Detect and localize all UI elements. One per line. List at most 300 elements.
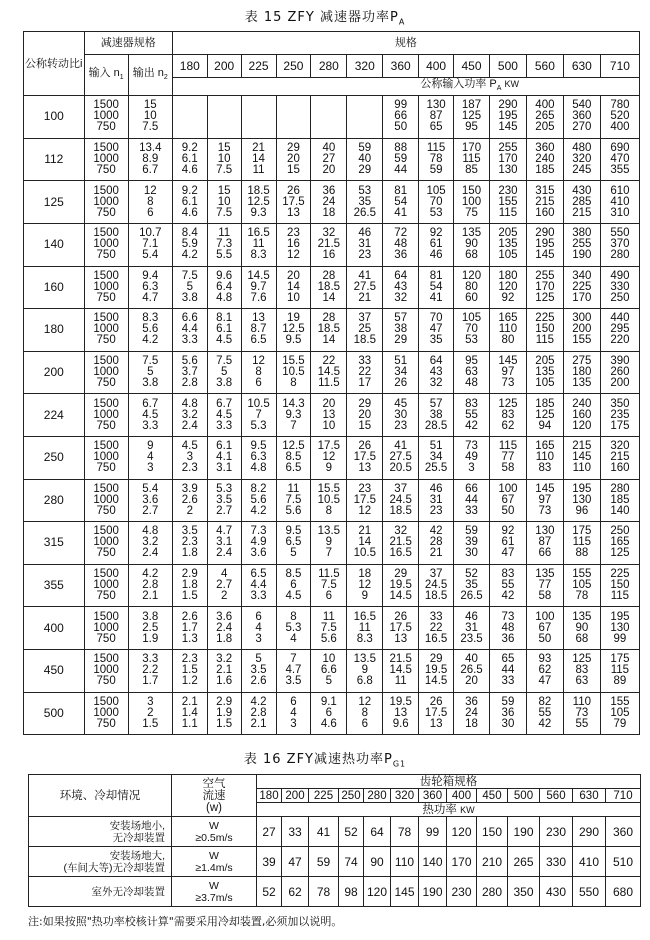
- header-output-speed: 输出 $n_2$: [128, 55, 172, 96]
- power-cell: 33 22 17: [347, 351, 383, 394]
- thermal-power-cell: 170: [447, 847, 477, 877]
- power-cell: 82 55 42: [526, 692, 563, 735]
- power-cell: 83 55 42: [454, 394, 490, 437]
- power-cell: 340 225 170: [563, 266, 600, 309]
- power-cell: 250 165 125: [600, 522, 639, 565]
- power-cell: 215 145 110: [563, 436, 600, 479]
- power-cell: 26 17.5 13: [419, 692, 454, 735]
- input-speed-cell: 1500 1000 750: [84, 607, 128, 650]
- power-cell: 66 44 33: [454, 479, 490, 522]
- table-row: [29, 817, 641, 847]
- header-ratio: 公称转动比i: [24, 32, 85, 96]
- power-cell: 135 77 58: [526, 564, 563, 607]
- thermal-power-cell: 230: [447, 877, 477, 907]
- input-speed-cell: 1500 1000 750: [84, 649, 128, 692]
- power-cell: 13.5 9 7: [311, 522, 347, 565]
- power-cell: 100 67 50: [489, 479, 526, 522]
- power-cell: 15 10 7.5: [207, 181, 241, 224]
- ratio-cell: 112: [24, 138, 85, 181]
- power-cell: 115 77 58: [489, 436, 526, 479]
- table-row: [29, 847, 641, 877]
- output-speed-cell: 6.7 4.5 3.3: [128, 394, 172, 437]
- power-cell: 185 125 94: [526, 394, 563, 437]
- thermal-power-cell: 41: [309, 817, 339, 847]
- power-cell: 315 215 160: [526, 181, 563, 224]
- header-env: 环境、冷却情况: [29, 775, 172, 817]
- power-cell: 105 70 53: [419, 181, 454, 224]
- size-header: 710: [600, 55, 639, 78]
- power-cell: 115 78 59: [419, 138, 454, 181]
- output-speed-cell: 4.2 2.8 2.1: [128, 564, 172, 607]
- gearbox-size-header: 225: [309, 789, 339, 803]
- power-cell: 205 135 105: [526, 351, 563, 394]
- gearbox-size-header: 320: [391, 789, 419, 803]
- gearbox-size-header: 500: [508, 789, 540, 803]
- power-cell: 165 110 83: [526, 436, 563, 479]
- size-header: 180: [172, 55, 207, 78]
- power-cell: 255 170 125: [526, 266, 563, 309]
- power-cell: 13 8.7 6.5: [241, 309, 276, 352]
- table-row: [24, 351, 640, 394]
- power-cell: 150 100 75: [454, 181, 490, 224]
- power-cell: 19 12.5 9.5: [276, 309, 311, 352]
- power-cell: 10 6.6 5: [311, 649, 347, 692]
- header-power: 公称输入功率 $P_A$ KW: [172, 78, 639, 96]
- power-cell: 2.1 1.4 1.1: [172, 692, 207, 735]
- power-cell: [347, 96, 383, 139]
- power-cell: 11.5 7.5 6: [311, 564, 347, 607]
- input-speed-cell: 1500 1000 750: [84, 223, 128, 266]
- thermal-power-cell: 52: [339, 817, 364, 847]
- power-cell: 170 115 85: [454, 138, 490, 181]
- power-cell: 36 24 18: [454, 692, 490, 735]
- thermal-power-cell: 62: [282, 877, 309, 907]
- power-cell: [207, 96, 241, 139]
- output-speed-cell: 15 10 7.5: [128, 96, 172, 139]
- thermal-power-cell: 290: [573, 817, 606, 847]
- power-cell: 18 12 9: [347, 564, 383, 607]
- power-cell: 130 87 66: [526, 522, 563, 565]
- power-cell: 440 295 220: [600, 309, 639, 352]
- size-header: 200: [207, 55, 241, 78]
- condition-cell: 安装场地大, (车间大等)无冷却装置: [29, 847, 172, 877]
- thermal-power-cell: 350: [508, 877, 540, 907]
- output-speed-cell: 3.3 2.2 1.7: [128, 649, 172, 692]
- power-cell: 21 14 10.5: [347, 522, 383, 565]
- power-cell: 9.1 6 4.6: [311, 692, 347, 735]
- power-cell: 10.5 7 5.3: [241, 394, 276, 437]
- power-cell: 12.5 8.5 6.5: [276, 436, 311, 479]
- power-cell: 145 97 73: [526, 479, 563, 522]
- thermal-power-cell: 280: [477, 877, 508, 907]
- output-speed-cell: 10.7 7.1 5.4: [128, 223, 172, 266]
- header-size: 规格: [172, 32, 639, 55]
- power-cell: 12 8 6: [241, 351, 276, 394]
- power-cell: [311, 96, 347, 139]
- ratio-cell: 280: [24, 479, 85, 522]
- air-speed-cell: W ≥3.7m/s: [172, 877, 257, 907]
- input-speed-cell: 1500 1000 750: [84, 266, 128, 309]
- power-cell: 81 54 41: [383, 181, 419, 224]
- power-cell: 11 7.5 5.6: [276, 479, 311, 522]
- power-cell: 7 4.7 3.5: [276, 649, 311, 692]
- power-cell: 46 31 23: [347, 223, 383, 266]
- power-cell: [172, 96, 207, 139]
- table-row: [24, 138, 640, 181]
- power-cell: 65 44 33: [489, 649, 526, 692]
- table-row: [24, 266, 640, 309]
- power-cell: 480 320 245: [563, 138, 600, 181]
- power-cell: 3.5 2.3 1.8: [172, 522, 207, 565]
- thermal-power-cell: 210: [477, 847, 508, 877]
- ratio-cell: 250: [24, 436, 85, 479]
- thermal-power-cell: 190: [419, 877, 447, 907]
- header-input-speed: 输入 $n_1$: [84, 55, 128, 96]
- power-cell: 8.2 5.6 4.2: [241, 479, 276, 522]
- ratio-cell: 500: [24, 692, 85, 735]
- gearbox-size-header: 560: [540, 789, 573, 803]
- output-speed-cell: 9 4 3: [128, 436, 172, 479]
- power-cell: 490 330 250: [600, 266, 639, 309]
- power-cell: 16.5 11 8.3: [241, 223, 276, 266]
- power-cell: 8.1 6.1 4.5: [207, 309, 241, 352]
- power-cell: 690 470 355: [600, 138, 639, 181]
- power-cell: 6.1 4.1 3.1: [207, 436, 241, 479]
- thermal-power-cell: 74: [339, 847, 364, 877]
- power-cell: 145 97 73: [489, 351, 526, 394]
- power-cell: 400 265 205: [526, 96, 563, 139]
- power-cell: 780 520 400: [600, 96, 639, 139]
- power-cell: 130 87 65: [419, 96, 454, 139]
- power-cell: 59 40 29: [347, 138, 383, 181]
- input-speed-cell: 1500 1000 750: [84, 564, 128, 607]
- power-cell: 300 200 155: [563, 309, 600, 352]
- input-speed-cell: 1500 1000 750: [84, 351, 128, 394]
- power-cell: 105 70 53: [454, 309, 490, 352]
- size-header: 225: [241, 55, 276, 78]
- ratio-cell: 100: [24, 96, 85, 139]
- power-cell: 8.5 6 4.5: [276, 564, 311, 607]
- thermal-power-cell: 145: [391, 877, 419, 907]
- power-cell: 29 19.5 14.5: [383, 564, 419, 607]
- power-cell: 9.2 6.1 4.6: [172, 138, 207, 181]
- power-cell: 93 62 47: [526, 649, 563, 692]
- power-cell: 195 130 99: [600, 607, 639, 650]
- power-cell: 6 4 3: [241, 607, 276, 650]
- thermal-power-cell: 410: [573, 847, 606, 877]
- header-thermal-power: 热功率 KW: [257, 803, 641, 817]
- power-cell: 11 7.5 5.6: [311, 607, 347, 650]
- power-cell: 92 61 47: [489, 522, 526, 565]
- air-speed-cell: W ≥1.4m/s: [172, 847, 257, 877]
- gearbox-size-header: 450: [477, 789, 508, 803]
- power-cell: 135 90 68: [454, 223, 490, 266]
- power-cell: 9.6 6.4 4.8: [207, 266, 241, 309]
- thermal-power-cell: 265: [508, 847, 540, 877]
- thermal-power-cell: 360: [606, 817, 641, 847]
- power-cell: 4.5 3 2.3: [172, 436, 207, 479]
- power-cell: 5 3.5 2.6: [241, 649, 276, 692]
- gearbox-size-header: 630: [573, 789, 606, 803]
- power-cell: 240 160 120: [563, 394, 600, 437]
- power-cell: 135 90 68: [563, 607, 600, 650]
- power-cell: 7.5 5 3.8: [172, 266, 207, 309]
- power-cell: 16.5 11 8.3: [347, 607, 383, 650]
- power-cell: 205 135 105: [489, 223, 526, 266]
- power-cell: 23 16 12: [276, 223, 311, 266]
- power-cell: 14.5 9.7 7.6: [241, 266, 276, 309]
- power-cell: 4.8 3.2 2.4: [172, 394, 207, 437]
- power-cell: 83 55 42: [489, 564, 526, 607]
- table-row: [24, 479, 640, 522]
- thermal-power-cell: 150: [477, 817, 508, 847]
- power-cell: 540 360 270: [563, 96, 600, 139]
- thermal-power-cell: 550: [573, 877, 606, 907]
- power-cell: 9.5 6.5 5: [276, 522, 311, 565]
- power-cell: 5.6 3.7 2.8: [172, 351, 207, 394]
- power-cell: 29 19.5 14.5: [419, 649, 454, 692]
- table-row: [24, 522, 640, 565]
- power-cell: 46 31 23: [419, 479, 454, 522]
- ratio-cell: 315: [24, 522, 85, 565]
- gearbox-size-header: 250: [339, 789, 364, 803]
- power-cell: 32 21.5 16: [311, 223, 347, 266]
- power-cell: 8.4 5.9 4.2: [172, 223, 207, 266]
- thermal-power-cell: 190: [508, 817, 540, 847]
- size-header: 450: [454, 55, 490, 78]
- gearbox-size-header: 710: [606, 789, 641, 803]
- ratio-cell: 180: [24, 309, 85, 352]
- power-cell: 99 66 50: [383, 96, 419, 139]
- power-cell: 29 20 15: [276, 138, 311, 181]
- size-header: 280: [311, 55, 347, 78]
- power-cell: 23 17.5 12: [347, 479, 383, 522]
- thermal-power-cell: 510: [606, 847, 641, 877]
- power-cell: 180 120 92: [489, 266, 526, 309]
- ratio-cell: 200: [24, 351, 85, 394]
- power-cell: 125 83 63: [563, 649, 600, 692]
- power-cell: [241, 96, 276, 139]
- power-cell: 155 105 78: [563, 564, 600, 607]
- output-speed-cell: 8.3 5.6 4.2: [128, 309, 172, 352]
- table-row: [24, 692, 640, 735]
- thermal-power-cell: 120: [447, 817, 477, 847]
- power-cell: 187 125 95: [454, 96, 490, 139]
- thermal-power-cell: 59: [309, 847, 339, 877]
- header-air-speed: 空气 流速 (w): [172, 775, 257, 817]
- power-cell: [276, 96, 311, 139]
- ratio-cell: 355: [24, 564, 85, 607]
- input-speed-cell: 1500 1000 750: [84, 181, 128, 224]
- power-cell: 17.5 12 9: [311, 436, 347, 479]
- table15-title: 表 15 ZFY 减速器功率$P_A$: [244, 10, 406, 27]
- power-cell: 4.2 2.8 2.1: [241, 692, 276, 735]
- power-cell: 360 240 185: [526, 138, 563, 181]
- power-cell: 36 24 18: [311, 181, 347, 224]
- power-cell: 610 410 310: [600, 181, 639, 224]
- power-cell: 57 38 28.5: [419, 394, 454, 437]
- power-cell: 73 49 3: [454, 436, 490, 479]
- size-header: 400: [419, 55, 454, 78]
- power-cell: 26 17.5 13: [276, 181, 311, 224]
- gearbox-size-header: 180: [257, 789, 282, 803]
- ratio-cell: 400: [24, 607, 85, 650]
- power-cell: 5.3 3.5 2.7: [207, 479, 241, 522]
- output-speed-cell: 4.8 3.2 2.4: [128, 522, 172, 565]
- power-cell: 430 285 215: [563, 181, 600, 224]
- output-speed-cell: 3 2 1.5: [128, 692, 172, 735]
- input-speed-cell: 1500 1000 750: [84, 479, 128, 522]
- table-row: [24, 436, 640, 479]
- power-cell: 13.5 9 6.8: [347, 649, 383, 692]
- table-row: [24, 96, 640, 139]
- power-cell: 3.9 2.6 2: [172, 479, 207, 522]
- thermal-power-cell: 27: [257, 817, 282, 847]
- power-cell: 26 17.5 13: [347, 436, 383, 479]
- size-header: 630: [563, 55, 600, 78]
- power-cell: 41 27.5 21: [347, 266, 383, 309]
- thermal-power-cell: 39: [257, 847, 282, 877]
- power-cell: 100 67 50: [526, 607, 563, 650]
- power-cell: 45 30 23: [383, 394, 419, 437]
- power-cell: 21.5 14.5 11: [383, 649, 419, 692]
- input-speed-cell: 1500 1000 750: [84, 96, 128, 139]
- power-cell: 6.6 4.4 3.3: [172, 309, 207, 352]
- power-cell: 175 115 88: [563, 522, 600, 565]
- power-cell: 165 110 80: [489, 309, 526, 352]
- power-cell: 9.5 6.3 4.8: [241, 436, 276, 479]
- gearbox-size-header: 360: [419, 789, 447, 803]
- power-cell: 64 43 32: [383, 266, 419, 309]
- power-cell: 275 180 135: [563, 351, 600, 394]
- power-cell: 37 24.5 18.5: [383, 479, 419, 522]
- power-cell: 175 115 89: [600, 649, 639, 692]
- power-cell: 4.7 3.1 2.4: [207, 522, 241, 565]
- power-cell: 14.3 9.3 7: [276, 394, 311, 437]
- power-cell: 350 235 175: [600, 394, 639, 437]
- thermal-power-cell: 99: [419, 817, 447, 847]
- gearbox-size-header: 400: [447, 789, 477, 803]
- thermal-power-cell: 78: [391, 817, 419, 847]
- power-cell: 92 61 46: [419, 223, 454, 266]
- input-speed-cell: 1500 1000 750: [84, 522, 128, 565]
- power-cell: 73 48 36: [489, 607, 526, 650]
- thermal-power-cell: 98: [339, 877, 364, 907]
- power-cell: 95 63 48: [454, 351, 490, 394]
- power-cell: 57 38 29: [383, 309, 419, 352]
- power-cell: 110 73 55: [563, 692, 600, 735]
- condition-cell: 安装场地小, 无冷却装置: [29, 817, 172, 847]
- power-cell: 40 27 20: [311, 138, 347, 181]
- power-cell: 88 59 44: [383, 138, 419, 181]
- power-cell: 6.5 4.4 3.3: [241, 564, 276, 607]
- power-cell: 51 34 26: [383, 351, 419, 394]
- power-cell: 8 5.3 4: [276, 607, 311, 650]
- power-cell: 15 10 7.5: [207, 138, 241, 181]
- power-cell: 72 48 36: [383, 223, 419, 266]
- power-cell: 155 105 79: [600, 692, 639, 735]
- table-row: [24, 394, 640, 437]
- thermal-power-cell: 47: [282, 847, 309, 877]
- power-cell: 28 18.5 14: [311, 309, 347, 352]
- power-cell: 290 195 145: [489, 96, 526, 139]
- thermal-power-cell: 140: [419, 847, 447, 877]
- output-speed-cell: 3.8 2.5 1.9: [128, 607, 172, 650]
- output-speed-cell: 5.4 3.6 2.7: [128, 479, 172, 522]
- power-cell: 53 35 26.5: [347, 181, 383, 224]
- thermal-power-table: [28, 774, 641, 907]
- size-header: 560: [526, 55, 563, 78]
- power-cell: 81 54 41: [419, 266, 454, 309]
- power-table: [23, 31, 640, 735]
- power-cell: 2.9 1.8 1.5: [172, 564, 207, 607]
- power-cell: 6.7 4.5 3.3: [207, 394, 241, 437]
- thermal-power-cell: 64: [364, 817, 391, 847]
- output-speed-cell: 13.4 8.9 6.7: [128, 138, 172, 181]
- ratio-cell: 125: [24, 181, 85, 224]
- power-cell: 51 34 25.5: [419, 436, 454, 479]
- size-header: 250: [276, 55, 311, 78]
- power-cell: 19.5 13 9.6: [383, 692, 419, 735]
- ratio-cell: 224: [24, 394, 85, 437]
- power-cell: 320 215 160: [600, 436, 639, 479]
- input-speed-cell: 1500 1000 750: [84, 309, 128, 352]
- thermal-power-cell: 680: [606, 877, 641, 907]
- power-cell: 64 43 32: [419, 351, 454, 394]
- power-cell: 26 17.5 13: [383, 607, 419, 650]
- ratio-cell: 160: [24, 266, 85, 309]
- table-row: [24, 223, 640, 266]
- air-speed-cell: W ≥0.5m/s: [172, 817, 257, 847]
- power-cell: 40 26.5 20: [454, 649, 490, 692]
- power-cell: 20 14 10: [276, 266, 311, 309]
- power-cell: 390 260 200: [600, 351, 639, 394]
- power-cell: 2.3 1.5 1.2: [172, 649, 207, 692]
- power-cell: 15.5 10.5 8: [311, 479, 347, 522]
- power-cell: 12 8 6: [347, 692, 383, 735]
- table-row: [24, 649, 640, 692]
- power-cell: 11 7.3 5.5: [207, 223, 241, 266]
- power-cell: 52 35 26.5: [454, 564, 490, 607]
- condition-cell: 室外无冷却装置: [29, 877, 172, 907]
- power-cell: 46 31 23.5: [454, 607, 490, 650]
- table16-title: 表 16 ZFY减速热功率$P_{G1}$: [243, 752, 407, 769]
- thermal-power-cell: 430: [540, 877, 573, 907]
- thermal-power-cell: 330: [540, 847, 573, 877]
- size-header: 320: [347, 55, 383, 78]
- table-row: [24, 564, 640, 607]
- power-cell: 59 39 30: [454, 522, 490, 565]
- power-cell: 29 20 15: [347, 394, 383, 437]
- power-cell: 230 155 115: [489, 181, 526, 224]
- power-cell: 22 14.5 11.5: [311, 351, 347, 394]
- table-row: [29, 877, 641, 907]
- power-cell: 41 27.5 20.5: [383, 436, 419, 479]
- thermal-power-cell: 52: [257, 877, 282, 907]
- power-cell: 7.5 5 3.8: [207, 351, 241, 394]
- ratio-cell: 140: [24, 223, 85, 266]
- table-row: [24, 309, 640, 352]
- footnote: 注:如果按照"热功率校核计算"需要采用冷却装置,必须加以说明。: [28, 915, 343, 928]
- power-cell: 37 24.5 18.5: [419, 564, 454, 607]
- input-speed-cell: 1500 1000 750: [84, 138, 128, 181]
- power-cell: 550 370 280: [600, 223, 639, 266]
- power-cell: 9.2 6.1 4.6: [172, 181, 207, 224]
- output-speed-cell: 9.4 6.3 4.7: [128, 266, 172, 309]
- power-cell: 290 195 145: [526, 223, 563, 266]
- size-header: 360: [383, 55, 419, 78]
- output-speed-cell: 7.5 5 3.8: [128, 351, 172, 394]
